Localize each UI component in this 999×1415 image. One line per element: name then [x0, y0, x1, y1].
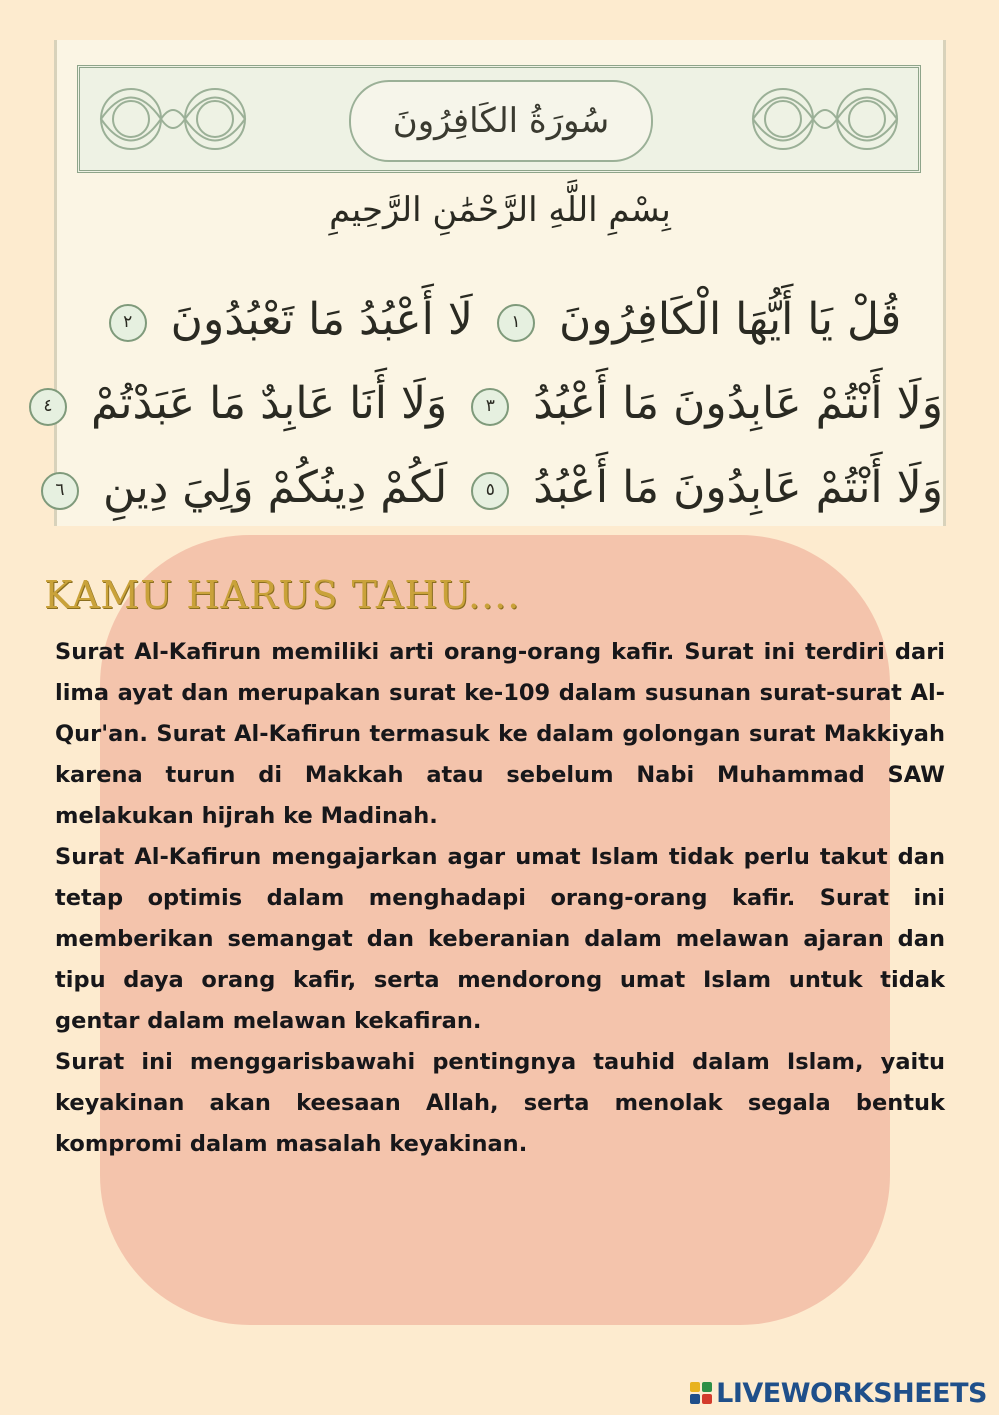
- verse-number-badge: ٥: [471, 472, 509, 510]
- liveworksheets-logo[interactable]: [690, 1373, 987, 1413]
- verse-text: لَكُمْ دِينُكُمْ وَلِيَ دِينِ: [102, 462, 448, 513]
- verse-line: [43, 362, 943, 446]
- arabesque-ornament-left: [88, 76, 258, 162]
- surah-title-plate: [349, 80, 653, 162]
- paragraph: Surat Al-Kafirun mengajarkan agar umat Islam tidak perlu takut dan tetap optimis dalam menghadapi orang-orang kafir. Surat ini memberikan semangat dan keberanian dalam melawan ajaran dan tipu daya orang kafir, serta mendorong umat Islam untuk tidak gentar dalam melawan kekafiran.: [55, 844, 945, 1034]
- verse-number-badge: ٣: [471, 388, 509, 426]
- surah-header-band: [77, 65, 921, 173]
- bismillah: بِسْمِ اللَّهِ الرَّحْمَٰنِ الرَّحِيمِ: [329, 190, 671, 230]
- arabesque-ornament-right: [740, 76, 910, 162]
- verse-text: لَا أَعْبُدُ مَا تَعْبُدُونَ: [170, 294, 473, 345]
- verse-number-badge: ١: [497, 304, 535, 342]
- verses-block: [43, 278, 943, 530]
- section-heading: KAMU HARUS TAHU....: [44, 573, 521, 617]
- paragraph: Surat Al-Kafirun memiliki arti orang-orang kafir. Surat ini terdiri dari lima ayat dan merupakan surat ke-109 dalam susunan surat-surat Al-Qur'an. Surat Al-Kafirun termasuk ke dalam golongan surat Makkiyah karena turun di Makkah atau sebelum Nabi Muhammad SAW melakukan hijrah ke Madinah.: [55, 639, 945, 829]
- verse-text: قُلْ يَا أَيُّهَا الْكَافِرُونَ: [558, 294, 902, 345]
- quran-surah-image: [43, 40, 946, 526]
- verse-number-badge: ٢: [109, 304, 147, 342]
- verse-number-badge: ٤: [29, 388, 67, 426]
- verse-number-badge: ٦: [41, 472, 79, 510]
- surah-name: سُورَةُ الكَافِرُونَ: [392, 101, 610, 141]
- verse-line: [57, 278, 943, 362]
- liveworksheets-logo-icon: [690, 1382, 712, 1404]
- logo-text: LIVEWORKSHEETS: [716, 1377, 987, 1409]
- verse-line: [57, 446, 943, 530]
- verse-text: وَلَا أَنْتُمْ عَابِدُونَ مَا أَعْبُدُ: [533, 378, 943, 429]
- article-body: [55, 632, 945, 1165]
- verse-text: وَلَا أَنْتُمْ عَابِدُونَ مَا أَعْبُدُ: [533, 462, 943, 513]
- verse-text: وَلَا أَنَا عَابِدٌ مَا عَبَدْتُمْ: [90, 378, 448, 429]
- paragraph: Surat ini menggarisbawahi pentingnya tauhid dalam Islam, yaitu keyakinan akan keesaan Allah, serta menolak segala bentuk kompromi dalam masalah keyakinan.: [55, 1049, 945, 1157]
